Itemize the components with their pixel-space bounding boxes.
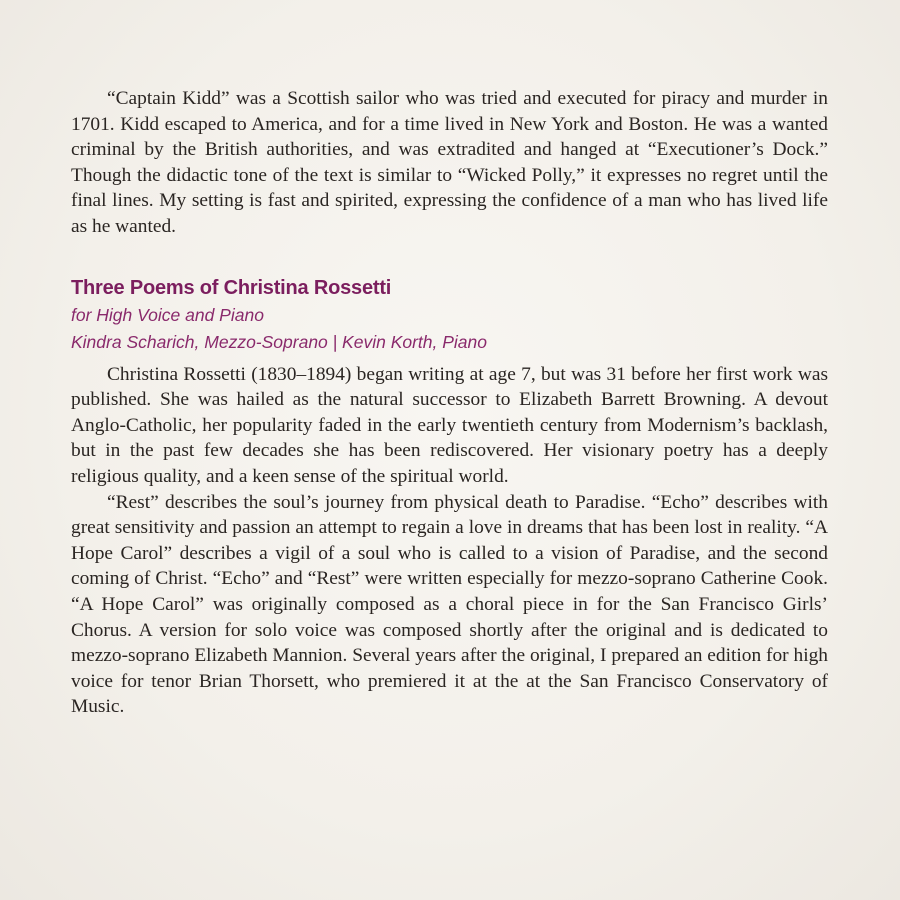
section-subtitle: for High Voice and Piano [71, 304, 264, 325]
liner-notes-page [71, 86, 828, 720]
performers-credit: Kindra Scharich, Mezzo-Soprano | Kevin Korth, Piano [71, 331, 488, 352]
section-title: Three Poems of Christina Rossetti [71, 276, 392, 299]
poems-description-paragraph: “Rest” describes the soul’s journey from physical death to Paradise. “Echo” describes with great sensitivity and passion an attempt to regain a love in dreams that has been lost in reality. “A Hope Carol” describes a vigil of a soul who is called to a vision of Paradise, and the second coming of Christ. “Echo” and “Rest” were written especially for mezzo-soprano Catherine Cook. “A Hope Carol” was originally composed as a choral piece in for the San Francisco Girls’ Chorus. A version for solo voice was composed shortly after the original and is dedicated to mezzo-soprano Elizabeth Mannion. Several years after the original, I prepared an edition for high voice for tenor Brian Thorsett, who premiered it at the at the San Francisco Conservatory of Music. [71, 491, 828, 718]
captain-kidd-paragraph: “Captain Kidd” was a Scottish sailor who was tried and executed for piracy and murder in 1701. Kidd escaped to America, and for a time lived in New York and Boston. He was a wanted criminal by the British authorities, and was extradited and hanged at “Executioner’s Dock.” Though the didactic tone of the text is similar to “Wicked Polly,” it expresses no regret until the final lines. My setting is fast and spirited, expressing the confidence of a man who has lived life as he wanted. [71, 88, 828, 237]
rossetti-bio-paragraph: Christina Rossetti (1830–1894) began writing at age 7, but was 31 before her first work was published. She was hailed as the natural successor to Elizabeth Barrett Browning. A devout Anglo-Catholic, her popularity faded in the early twentieth century from Modernism’s backlash, but in the past few decades she has been rediscovered. Her visionary poetry has a deeply religious quality, and a keen sense of the spiritual world. [71, 363, 828, 487]
